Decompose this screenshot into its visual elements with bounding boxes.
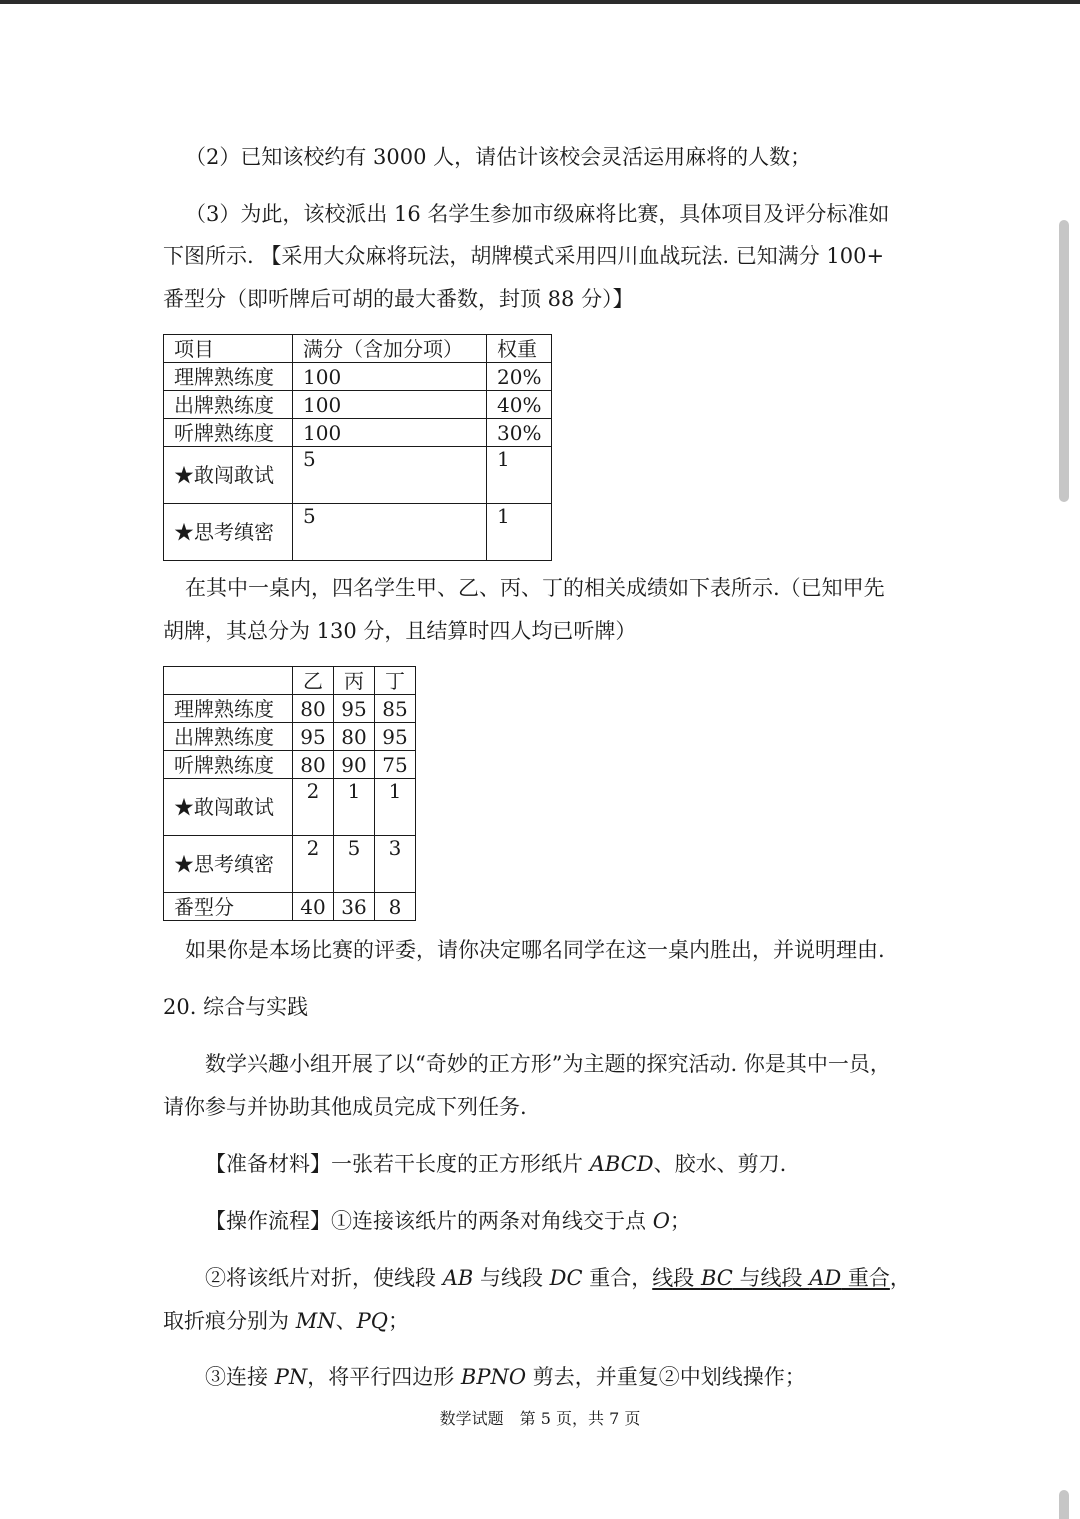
step2-underlined-text: 与线段 <box>732 1266 810 1290</box>
scoring-standard-table <box>163 334 552 561</box>
table-row <box>164 751 416 779</box>
table-cell: 出牌熟练度 <box>164 723 293 751</box>
header-cell: 权重 <box>487 335 552 363</box>
table-cell: 5 <box>293 447 487 504</box>
table-cell: 40% <box>487 391 552 419</box>
table-cell: 5 <box>334 836 375 893</box>
process-step-3 <box>205 1364 806 1390</box>
step3-text: ③连接 <box>205 1365 275 1389</box>
table-cell: 3 <box>375 836 416 893</box>
segment-bc: BC <box>700 1266 733 1290</box>
step2-text: ； <box>387 1309 409 1333</box>
table-cell: 40 <box>293 893 334 921</box>
table-row <box>164 391 552 419</box>
table-row <box>164 836 416 893</box>
table-cell: 听牌熟练度 <box>164 419 293 447</box>
segment-ad: AD <box>809 1266 842 1290</box>
header-cell: 乙 <box>293 667 334 695</box>
header-cell: 丁 <box>375 667 416 695</box>
table-cell: 100 <box>293 363 487 391</box>
table-cell: 100 <box>293 419 487 447</box>
table-cell: ★思考缜密 <box>164 836 293 893</box>
question-3-line-2: 下图所示. 【采用大众麻将玩法，胡牌模式采用四川血战玩法. 已知满分 100+ <box>163 244 885 268</box>
step2-underlined-text: 重合 <box>841 1266 890 1290</box>
process-step-1 <box>205 1208 691 1234</box>
table-cell: 80 <box>293 751 334 779</box>
scrollbar-thumb[interactable] <box>1059 220 1069 502</box>
step2-underlined-text: 线段 <box>652 1266 701 1290</box>
table-row <box>164 893 416 921</box>
table-cell: ★敢闯敢试 <box>164 447 293 504</box>
table-cell: 听牌熟练度 <box>164 751 293 779</box>
parallelogram-bpno: BPNO <box>460 1365 527 1389</box>
segment-dc: DC <box>549 1266 583 1290</box>
table-header-row <box>164 667 416 695</box>
header-cell: 丙 <box>334 667 375 695</box>
table-cell: 80 <box>334 723 375 751</box>
question-3-line-3: 番型分（即听牌后可胡的最大番数，封顶 88 分）】 <box>163 287 634 311</box>
table-cell: 90 <box>334 751 375 779</box>
table-row <box>164 419 552 447</box>
top-bar <box>0 0 1080 4</box>
table-cell: ★敢闯敢试 <box>164 779 293 836</box>
table-row <box>164 447 552 504</box>
table-cell: 理牌熟练度 <box>164 363 293 391</box>
table-cell: 1 <box>487 504 552 561</box>
question-20-title: 20. 综合与实践 <box>163 995 309 1019</box>
question-3-line-1: （3）为此，该校派出 16 名学生参加市级麻将比赛，具体项目及评分标准如 <box>185 202 890 226</box>
materials-text-end: 、胶水、剪刀. <box>653 1152 787 1176</box>
step2-text: ②将该纸片对折，使线段 <box>205 1266 443 1290</box>
step2-text: 、 <box>335 1309 357 1333</box>
student-scores-table <box>163 666 416 921</box>
step2-text: 与线段 <box>473 1266 550 1290</box>
table-cell: 100 <box>293 391 487 419</box>
page-footer: 数学试题 第 5 页，共 7 页 <box>439 1409 641 1428</box>
table-cell: 95 <box>334 695 375 723</box>
table-cell: 95 <box>375 723 416 751</box>
step1-end: ； <box>669 1209 691 1233</box>
header-cell <box>164 667 293 695</box>
step3-text: 剪去，并重复②中划线操作； <box>526 1365 806 1389</box>
materials-line <box>205 1151 786 1177</box>
table-cell: 理牌熟练度 <box>164 695 293 723</box>
table-cell: 出牌熟练度 <box>164 391 293 419</box>
step1-text: 【操作流程】①连接该纸片的两条对角线交于点 <box>205 1209 653 1233</box>
segment-ab: AB <box>442 1266 474 1290</box>
table-cell: 95 <box>293 723 334 751</box>
square-label: ABCD <box>589 1152 654 1176</box>
table-cell: 75 <box>375 751 416 779</box>
question-20-line-1: 数学兴趣小组开展了以“奇妙的正方形”为主题的探究活动. 你是其中一员， <box>205 1052 891 1076</box>
header-cell: 满分（含加分项） <box>293 335 487 363</box>
crease-pq: PQ <box>356 1309 388 1333</box>
step2-text: 取折痕分别为 <box>163 1309 296 1333</box>
table-cell: 2 <box>293 836 334 893</box>
table-cell: 80 <box>293 695 334 723</box>
process-step-2-line-1 <box>205 1265 911 1291</box>
table-header-row <box>164 335 552 363</box>
step2-text: ， <box>889 1266 911 1290</box>
header-cell: 项目 <box>164 335 293 363</box>
question-2: （2）已知该校约有 3000 人，请估计该校会灵活运用麻将的人数； <box>185 145 812 169</box>
table-row <box>164 779 416 836</box>
step3-text: ，将平行四边形 <box>307 1365 461 1389</box>
table-cell: 5 <box>293 504 487 561</box>
question-20-line-2: 请你参与并协助其他成员完成下列任务. <box>163 1095 527 1119</box>
materials-text: 【准备材料】一张若干长度的正方形纸片 <box>205 1152 590 1176</box>
table-row <box>164 504 552 561</box>
table-row <box>164 363 552 391</box>
table-intro-line-1: 在其中一桌内，四名学生甲、乙、丙、丁的相关成绩如下表所示.（已知甲先 <box>185 576 885 600</box>
table-cell: 1 <box>375 779 416 836</box>
process-step-2-line-2 <box>163 1308 409 1334</box>
table-row <box>164 723 416 751</box>
step2-text: 重合， <box>582 1266 653 1290</box>
segment-pn: PN <box>274 1365 308 1389</box>
table-cell: 20% <box>487 363 552 391</box>
table-row <box>164 695 416 723</box>
table-cell: ★思考缜密 <box>164 504 293 561</box>
table-cell: 8 <box>375 893 416 921</box>
underlined-instruction <box>652 1266 890 1290</box>
table-cell: 36 <box>334 893 375 921</box>
table-cell: 2 <box>293 779 334 836</box>
table-cell: 番型分 <box>164 893 293 921</box>
table-cell: 30% <box>487 419 552 447</box>
table-cell: 1 <box>487 447 552 504</box>
point-o: O <box>652 1209 670 1233</box>
scrollbar-thumb-lower[interactable] <box>1059 1490 1069 1519</box>
judge-question: 如果你是本场比赛的评委，请你决定哪名同学在这一桌内胜出，并说明理由. <box>185 938 885 962</box>
table-cell: 85 <box>375 695 416 723</box>
table-intro-line-2: 胡牌，其总分为 130 分，且结算时四人均已听牌） <box>163 619 637 643</box>
crease-mn: MN <box>295 1309 336 1333</box>
table-cell: 1 <box>334 779 375 836</box>
